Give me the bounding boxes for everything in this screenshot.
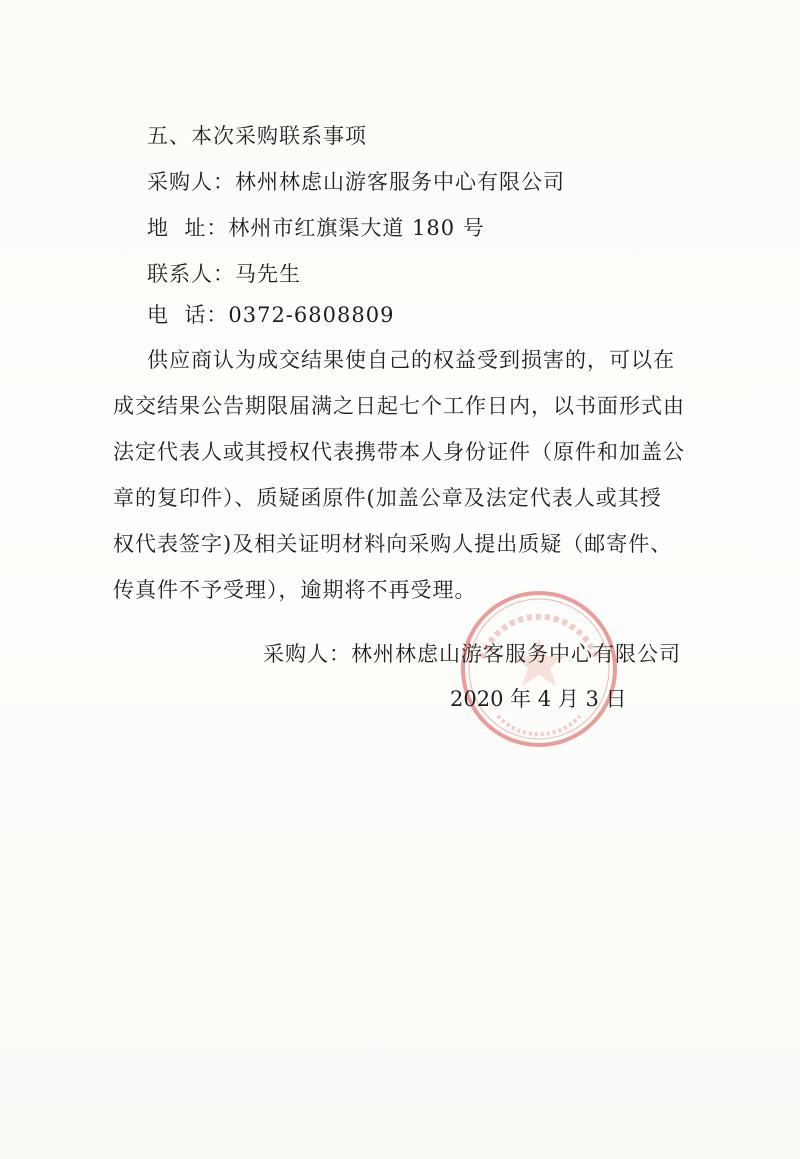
address-value: 林州市红旗渠大道 180 号 — [228, 216, 485, 240]
contact-value: 马先生 — [235, 262, 301, 286]
contact-label: 联系人： — [147, 262, 235, 286]
complaint-paragraph — [113, 347, 685, 623]
purchaser-row — [147, 169, 565, 195]
paragraph-line: 供应商认为成交结果使自己的权益受到损害的，可以在 — [147, 348, 675, 372]
paragraph-line: 章的复印件）、质疑函原件(加盖公章及法定代表人或其授 — [113, 486, 662, 510]
address-label: 地 址： — [147, 216, 229, 240]
purchaser-label: 采购人： — [147, 170, 235, 194]
paragraph-line: 法定代表人或其授权代表携带本人身份证件（原件和加盖公 — [113, 440, 685, 464]
address-row — [147, 215, 485, 241]
paragraph-line: 权代表签字)及相关证明材料向采购人提出质疑（邮寄件、 — [113, 532, 673, 556]
paragraph-line: 成交结果公告期限届满之日起七个工作日内，以书面形式由 — [113, 394, 685, 418]
contact-row — [147, 261, 301, 287]
paragraph-line: 传真件不予受理），逾期将不再受理。 — [113, 578, 477, 602]
signature-date: 2020 年 4 月 3 日 — [450, 687, 627, 711]
phone-label: 电 话： — [147, 303, 229, 327]
purchaser-value: 林州林虑山游客服务中心有限公司 — [235, 170, 565, 194]
phone-value: 0372-6808809 — [228, 303, 395, 327]
section-heading: 五、本次采购联系事项 — [147, 124, 367, 148]
signature-purchaser: 采购人：林州林虑山游客服务中心有限公司 — [263, 642, 681, 666]
phone-row — [147, 302, 394, 328]
official-seal-icon — [458, 588, 620, 750]
